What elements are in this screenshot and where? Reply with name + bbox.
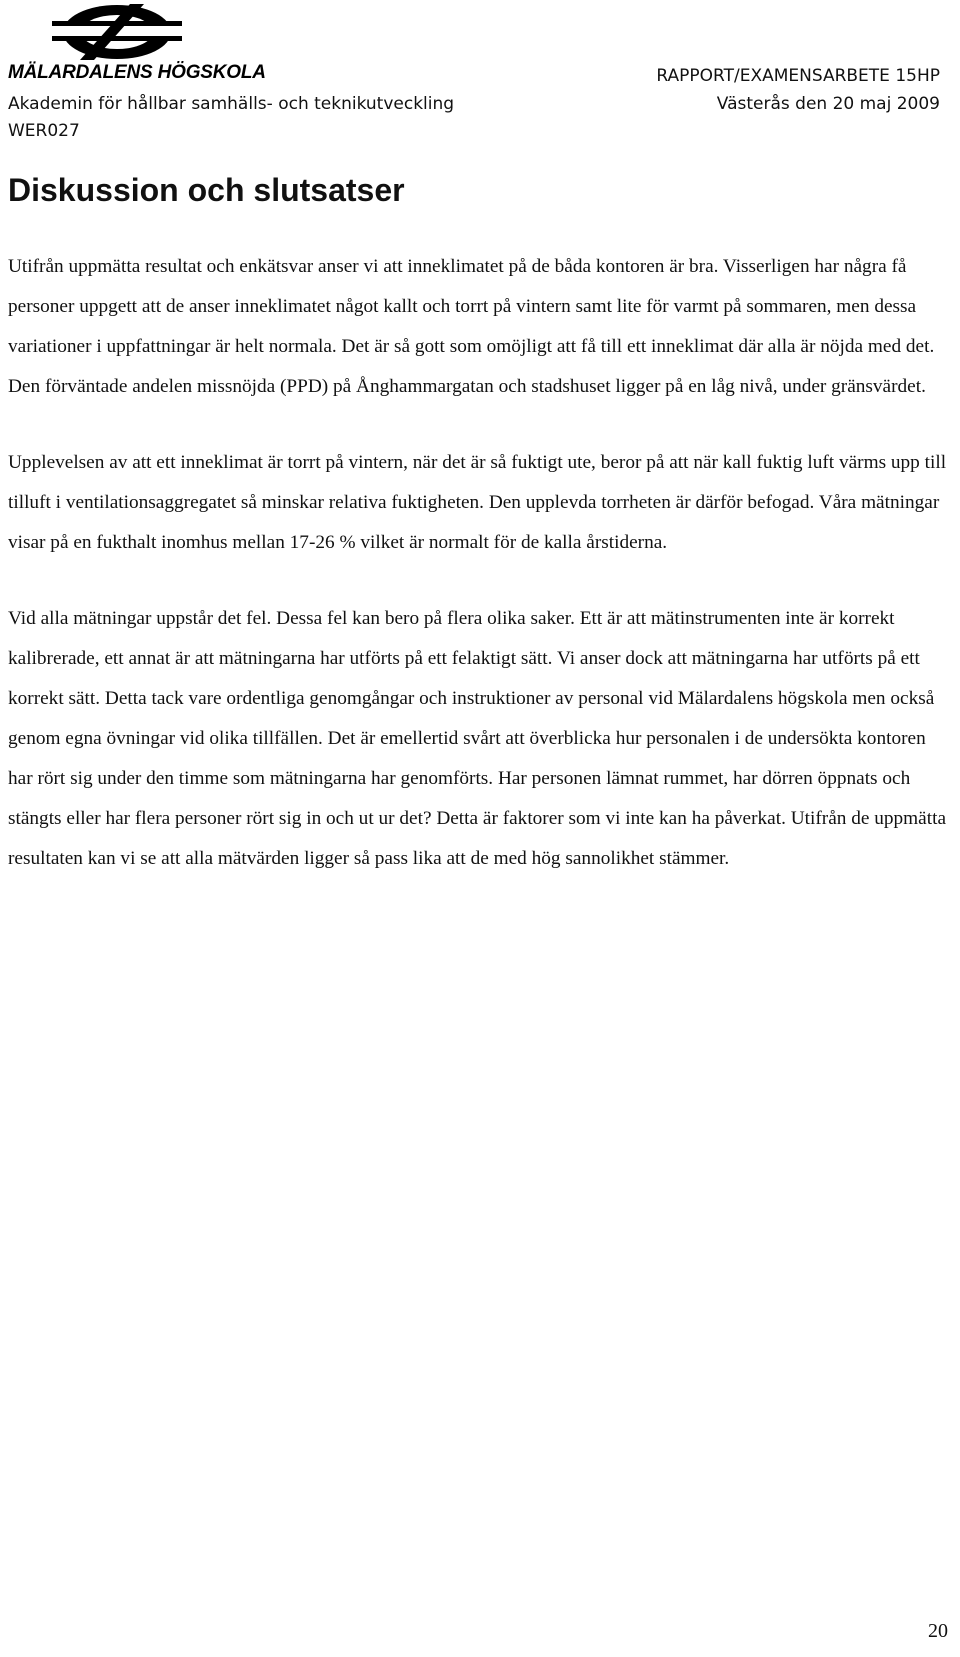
place-date: Västerås den 20 maj 2009 — [716, 94, 940, 114]
university-logo-icon — [52, 2, 182, 62]
course-code: WER027 — [8, 121, 80, 141]
paragraph: Vid alla mätningar uppstår det fel. Dessa fel kan bero på flera olika saker. Ett är att mätinstrumenten inte är korrekt kalibrerade, ett annat är att mätningarna har utförts på ett felaktigt sätt. Vi anser dock att mätningarna har utförts på ett korrekt sätt. Detta tack vare ordentliga genomgångar och instruktioner av personal vid Mälardalens högskola men också genom egna övningar vid olika tillfällen. Det är emellertid svårt att överblicka hur personalen i de undersökta kontoren har rört sig under den timme som mätningarna har genomförts. Har personen lämnat rummet, har dörren öppnats och stängts eller har flera personer rört sig in och ut ur det? Detta är faktorer som vi inte kan ha påverkat. Utifrån de uppmätta resultaten kan vi se att alla mätvärden ligger så pass lika att de med hög sannolikhet stämmer. — [8, 608, 947, 869]
page-number: 20 — [928, 1620, 948, 1642]
paragraph: Utifrån uppmätta resultat och enkätsvar anser vi att inneklimatet på de båda kontoren är bra. Visserligen har några få personer uppgett att de anser inneklimatet något kallt och torrt på vintern samt lite för varmt på sommaren, men dessa variationer i uppfattningar är helt normala. Det är så gott som omöjligt att få till ett inneklimat där alla är nöjda med det. Den förväntade andelen missnöjda (PPD) på Ånghammargatan och stadshuset ligger på en låg nivå, under gränsvärdet. — [8, 256, 935, 397]
logo-text: MÄLARDALENS HÖGSKOLA — [8, 62, 266, 83]
page-header — [0, 0, 960, 150]
paragraph: Upplevelsen av att ett inneklimat är torrt på vintern, när det är så fuktigt ute, beror på att när kall fuktig luft värms upp till tilluft i ventilationsaggregatet så minskar relativa fuktigheten. Den upplevda torrheten är därför befogad. Våra mätningar visar på en fukthalt inomhus mellan 17-26 % vilket är normalt för de kalla årstiderna. — [8, 452, 947, 553]
body-text — [8, 247, 952, 915]
academy-name: Akademin för hållbar samhälls- och teknikutveckling — [8, 94, 455, 114]
report-type: RAPPORT/EXAMENSARBETE 15HP — [656, 66, 940, 86]
section-title: Diskussion och slutsatser — [8, 172, 405, 208]
